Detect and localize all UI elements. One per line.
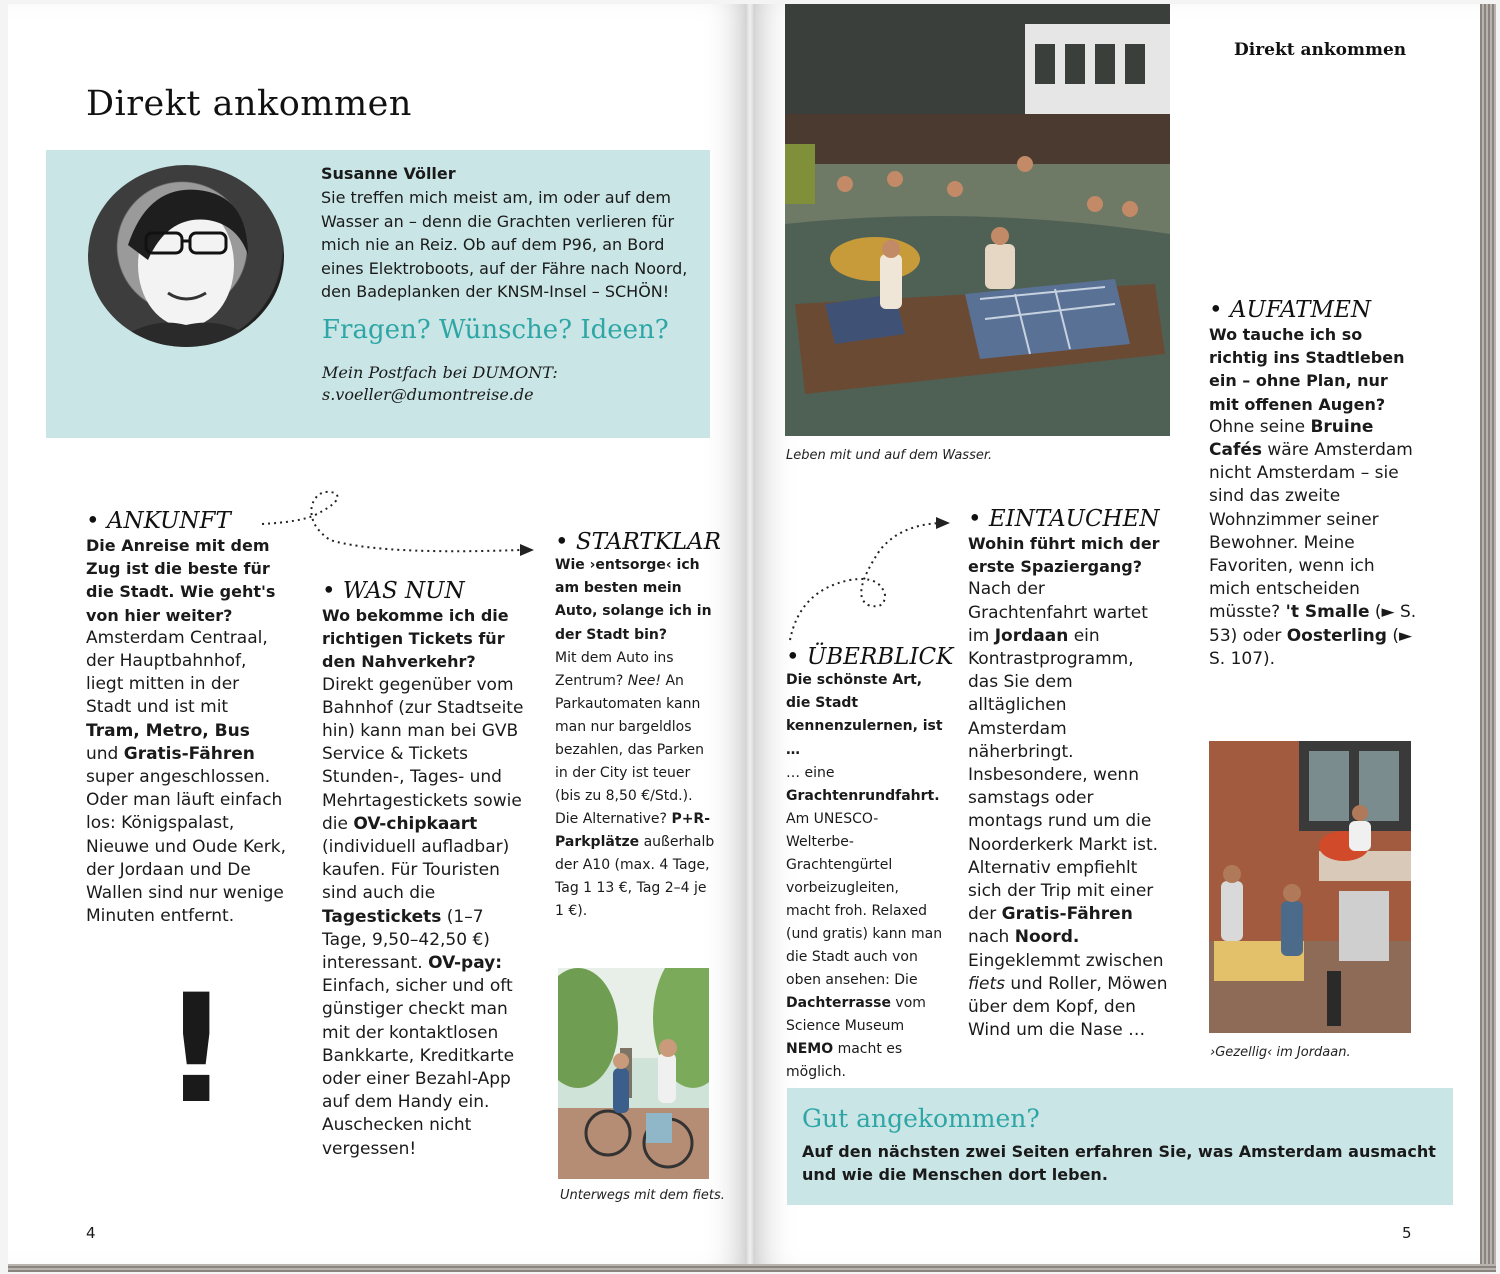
page-number-left: 4 (86, 1224, 96, 1242)
section-aufatmen (1209, 297, 1419, 671)
page-number-right: 5 (1402, 1224, 1412, 1242)
aufatmen-heading: • AUFATMEN (1209, 297, 1371, 323)
next-pages-text: Auf den nächsten zwei Seiten erfahren Sie, was Amsterdam ausmacht und wie die Menschen dort leben. (802, 1142, 1436, 1184)
ueberblick-heading: • ÜBERBLICK (786, 644, 954, 670)
eintauchen-question: Wohin führt mich der erste Spaziergang? (968, 534, 1160, 577)
aufatmen-body: Ohne seine Bruine Cafés wäre Amsterdam nicht Amsterdam – sie sind das zweite Wohnzimmer seiner Bewohner. Meine Favoriten, wenn ich mich entscheiden müsste? 't Smalle (► S. 53) oder Oosterling (► S. 107). (1209, 416, 1417, 669)
startklar-question: Wie ›entsorge‹ ich am besten mein Auto, solange ich in der Stadt bin? (555, 557, 712, 643)
ueberblick-question: Die schönste Art, die Stadt kennenzulernen, ist … (786, 672, 943, 758)
bike-photo (558, 968, 709, 1179)
author-name: Susanne Völler (321, 164, 456, 183)
startklar-heading: • STARTKLAR (555, 529, 721, 555)
author-email[interactable]: s.voeller@dumontreise.de (322, 385, 534, 404)
section-startklar (555, 529, 721, 923)
boat-photo (785, 4, 1170, 436)
section-eintauchen (968, 506, 1168, 1042)
section-ankunft (86, 508, 286, 928)
questions-heading: Fragen? Wünsche? Ideen? (322, 315, 669, 345)
next-pages-title: Gut angekommen? (802, 1104, 1040, 1133)
running-head: Direkt ankommen (1234, 40, 1407, 60)
aufatmen-question: Wo tauche ich so richtig ins Stadtleben ein – ohne Plan, nur mit offenen Augen? (1209, 325, 1405, 414)
eintauchen-body: Nach der Grachtenfahrt wartet im Jordaan ein Kontrastprogramm, das Sie dem alltäglichen Amsterdam näherbringt. Insbesondere, wenn samstags oder montags rund um die Noorderkerk Markt ist. Alternativ empfiehlt sich der Trip mit einer der Gratis-Fähren nach Noord. Eingeklemmt zwischen fiets und Roller, Möwen über dem Kopf, den Wind um die Nase … (968, 579, 1168, 1041)
jordaan-photo (1209, 741, 1411, 1033)
ankunft-body: Amsterdam Centraal, der Hauptbahnhof, liegt mitten in der Stadt und ist mit Tram, Metro, Bus und Gratis-Fähren super angeschlossen. Oder man läuft einfach los: Königspalast, Nieuwe und Oude Kerk, der Jordaan und De Wallen sind nur wenige Minuten entfernt. (86, 627, 286, 927)
section-was-nun (322, 578, 528, 1161)
boat-caption: Leben mit und auf dem Wasser. (786, 448, 993, 463)
ankunft-heading: • ANKUNFT (86, 508, 231, 534)
section-ueberblick (786, 644, 954, 1084)
mailbox-label: Mein Postfach bei DUMONT: (322, 363, 558, 382)
bike-caption: Unterwegs mit dem fiets. (560, 1188, 725, 1203)
was-nun-heading: • WAS NUN (322, 578, 465, 604)
eintauchen-heading: • EINTAUCHEN (968, 506, 1160, 532)
was-nun-body: Direkt gegenüber vom Bahnhof (zur Stadtseite hin) kann man bei GVB Service & Tickets Stunden-, Tages- und Mehrtagestickets sowie die OV-chipkaart (individuell aufladbar) kaufen. Für Touristen sind auch die Tagestickets (1–7 Tage, 9,50–42,50 €) interessant. OV-pay: Einfach, sicher und oft günstiger checkt man mit der kontaktlosen Bankkarte, Kreditkarte oder einer Bezahl-App auf dem Handy ein. Auschecken nicht vergessen! (322, 674, 524, 1159)
startklar-body: Mit dem Auto ins Zentrum? Nee! An Parkautomaten kann man nur bargeldlos bezahlen, das Parken in der City ist teuer (bis zu 8,50 €/Std.). Die Alternative? P+R-Parkplätze außerhalb der A10 (max. 4 Tage, Tag 1 13 €, Tag 2–4 je 1 €). (555, 649, 715, 919)
page-title: Direkt ankommen (86, 84, 412, 124)
exclamation-mark: ! (162, 963, 231, 1137)
jordaan-caption: ›Gezellig‹ im Jordaan. (1210, 1045, 1351, 1060)
ankunft-question: Die Anreise mit dem Zug ist die beste für die Stadt. Wie geht's von hier weiter? (86, 536, 276, 625)
was-nun-question: Wo bekomme ich die richtigen Tickets für den Nahverkehr? (322, 606, 509, 672)
author-text: Sie treffen mich meist am, im oder auf dem Wasser an – denn die Grachten verlieren für mich nie an Reiz. Ob auf dem P96, an Bord eines Elektroboots, auf der Fähre nach Noord, den Badeplanken der KNSM-Insel – SCHÖN! (321, 188, 688, 301)
ueberblick-body: … eine Grachtenrundfahrt. Am UNESCO-Welterbe-Grachtengürtel vorbeizugleiten, macht froh. Relaxed (und gratis) kann man die Stadt auch von oben ansehen: Die Dachterrasse vom Science Museum NEMO macht es möglich. (786, 764, 943, 1080)
